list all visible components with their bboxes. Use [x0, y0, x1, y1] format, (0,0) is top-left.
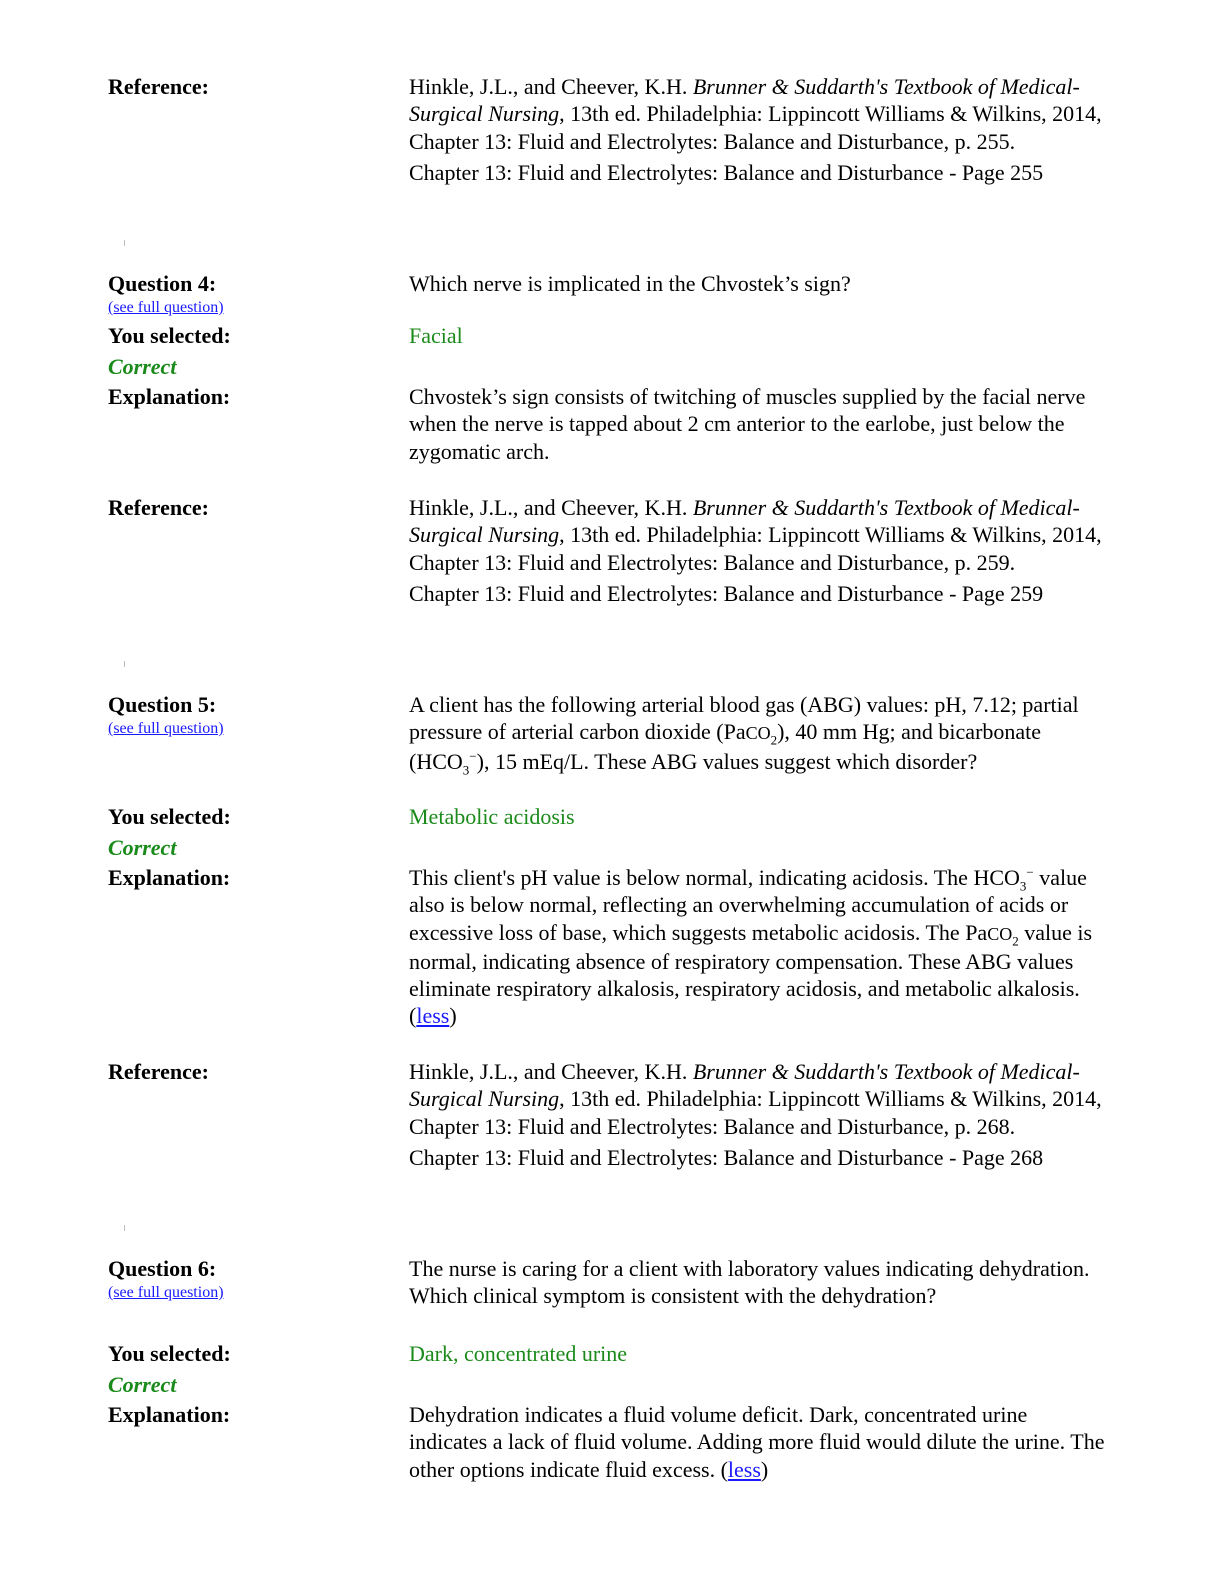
reference-label: Reference:	[108, 74, 209, 99]
explanation-text: Dehydration indicates a fluid volume deficit. Dark, concentrated urine indicates a lack of fluid volume. Adding more fluid would dilute the urine. The other options indicate fluid excess. (less)	[409, 1402, 1105, 1482]
you-selected-label: You selected:	[108, 804, 231, 829]
selected-answer: Metabolic acidosis	[409, 804, 575, 829]
reference-entry	[409, 1058, 1109, 1171]
reference-entry	[409, 73, 1109, 186]
selected-answer: Facial	[409, 323, 463, 348]
divider-mark	[124, 661, 125, 667]
correct-status: Correct	[108, 354, 177, 379]
question-label: Question 4:	[108, 271, 217, 296]
divider-mark	[124, 240, 125, 246]
question-text: The nurse is caring for a client with laboratory values indicating dehydration. Which clinical symptom is consistent with the dehydration?	[409, 1256, 1090, 1309]
reference-citation: Hinkle, J.L., and Cheever, K.H. Brunner & Suddarth's Textbook of Medical-Surgical Nursing, 13th ed. Philadelphia: Lippincott Williams & Wilkins, 2014, Chapter 13: Fluid and Electrolytes: Balance and Disturbance, p. 259.	[409, 495, 1102, 575]
selected-answer: Dark, concentrated urine	[409, 1341, 628, 1366]
see-full-question-link[interactable]: (see full question)	[108, 299, 224, 316]
question-text: Which nerve is implicated in the Chvostek’s sign?	[409, 271, 851, 296]
you-selected-label: You selected:	[108, 323, 231, 348]
correct-status: Correct	[108, 1372, 177, 1397]
explanation-label: Explanation:	[108, 865, 231, 890]
less-link[interactable]: less	[416, 1003, 450, 1029]
reference-citation: Hinkle, J.L., and Cheever, K.H. Brunner & Suddarth's Textbook of Medical-Surgical Nursing, 13th ed. Philadelphia: Lippincott Williams & Wilkins, 2014, Chapter 13: Fluid and Electrolytes: Balance and Disturbance, p. 268.	[409, 1059, 1102, 1139]
reference-citation: Hinkle, J.L., and Cheever, K.H. Brunner & Suddarth's Textbook of Medical-Surgical Nursing, 13th ed. Philadelphia: Lippincott Williams & Wilkins, 2014, Chapter 13: Fluid and Electrolytes: Balance and Disturbance, p. 255.	[409, 74, 1102, 154]
reference-chapter-line: Chapter 13: Fluid and Electrolytes: Balance and Disturbance - Page 255	[409, 159, 1044, 185]
you-selected-label: You selected:	[108, 1341, 231, 1366]
reference-label: Reference:	[108, 495, 209, 520]
reference-chapter-line: Chapter 13: Fluid and Electrolytes: Balance and Disturbance - Page 268	[409, 1144, 1044, 1170]
explanation-label: Explanation:	[108, 384, 231, 409]
explanation-label: Explanation:	[108, 1402, 231, 1427]
reference-chapter-line: Chapter 13: Fluid and Electrolytes: Balance and Disturbance - Page 259	[409, 580, 1044, 606]
question-label: Question 5:	[108, 692, 217, 717]
question-label: Question 6:	[108, 1256, 217, 1281]
reference-label: Reference:	[108, 1059, 209, 1084]
explanation-text: Chvostek’s sign consists of twitching of muscles supplied by the facial nerve when the nerve is tapped about 2 cm anterior to the earlobe, just below the zygomatic arch.	[409, 384, 1086, 464]
divider-mark	[124, 1225, 125, 1231]
see-full-question-link[interactable]: (see full question)	[108, 1284, 224, 1301]
correct-status: Correct	[108, 835, 177, 860]
reference-entry	[409, 494, 1109, 607]
less-link[interactable]: less	[727, 1456, 761, 1482]
question-text: A client has the following arterial blood gas (ABG) values: pH, 7.12; partial pressure of arterial carbon dioxide (PaCO$_2$), 40 mm Hg; and bicarbonate $(HCO_3^-)$, 15 mEq/L. These ABG values suggest which disorder?	[409, 692, 1079, 777]
see-full-question-link[interactable]: (see full question)	[108, 720, 224, 737]
explanation-text: This client's pH value is below normal, indicating acidosis. The $HCO_3^-$ value also is below normal, reflecting an overwhelming accumulation of acids or excessive loss of base, which suggests metabolic acidosis. The PaCO$_2$ value is normal, indicating absence of respiratory compensation. These ABG values eliminate respiratory alkalosis, respiratory acidosis, and metabolic alkalosis. (less)	[409, 864, 1093, 1029]
